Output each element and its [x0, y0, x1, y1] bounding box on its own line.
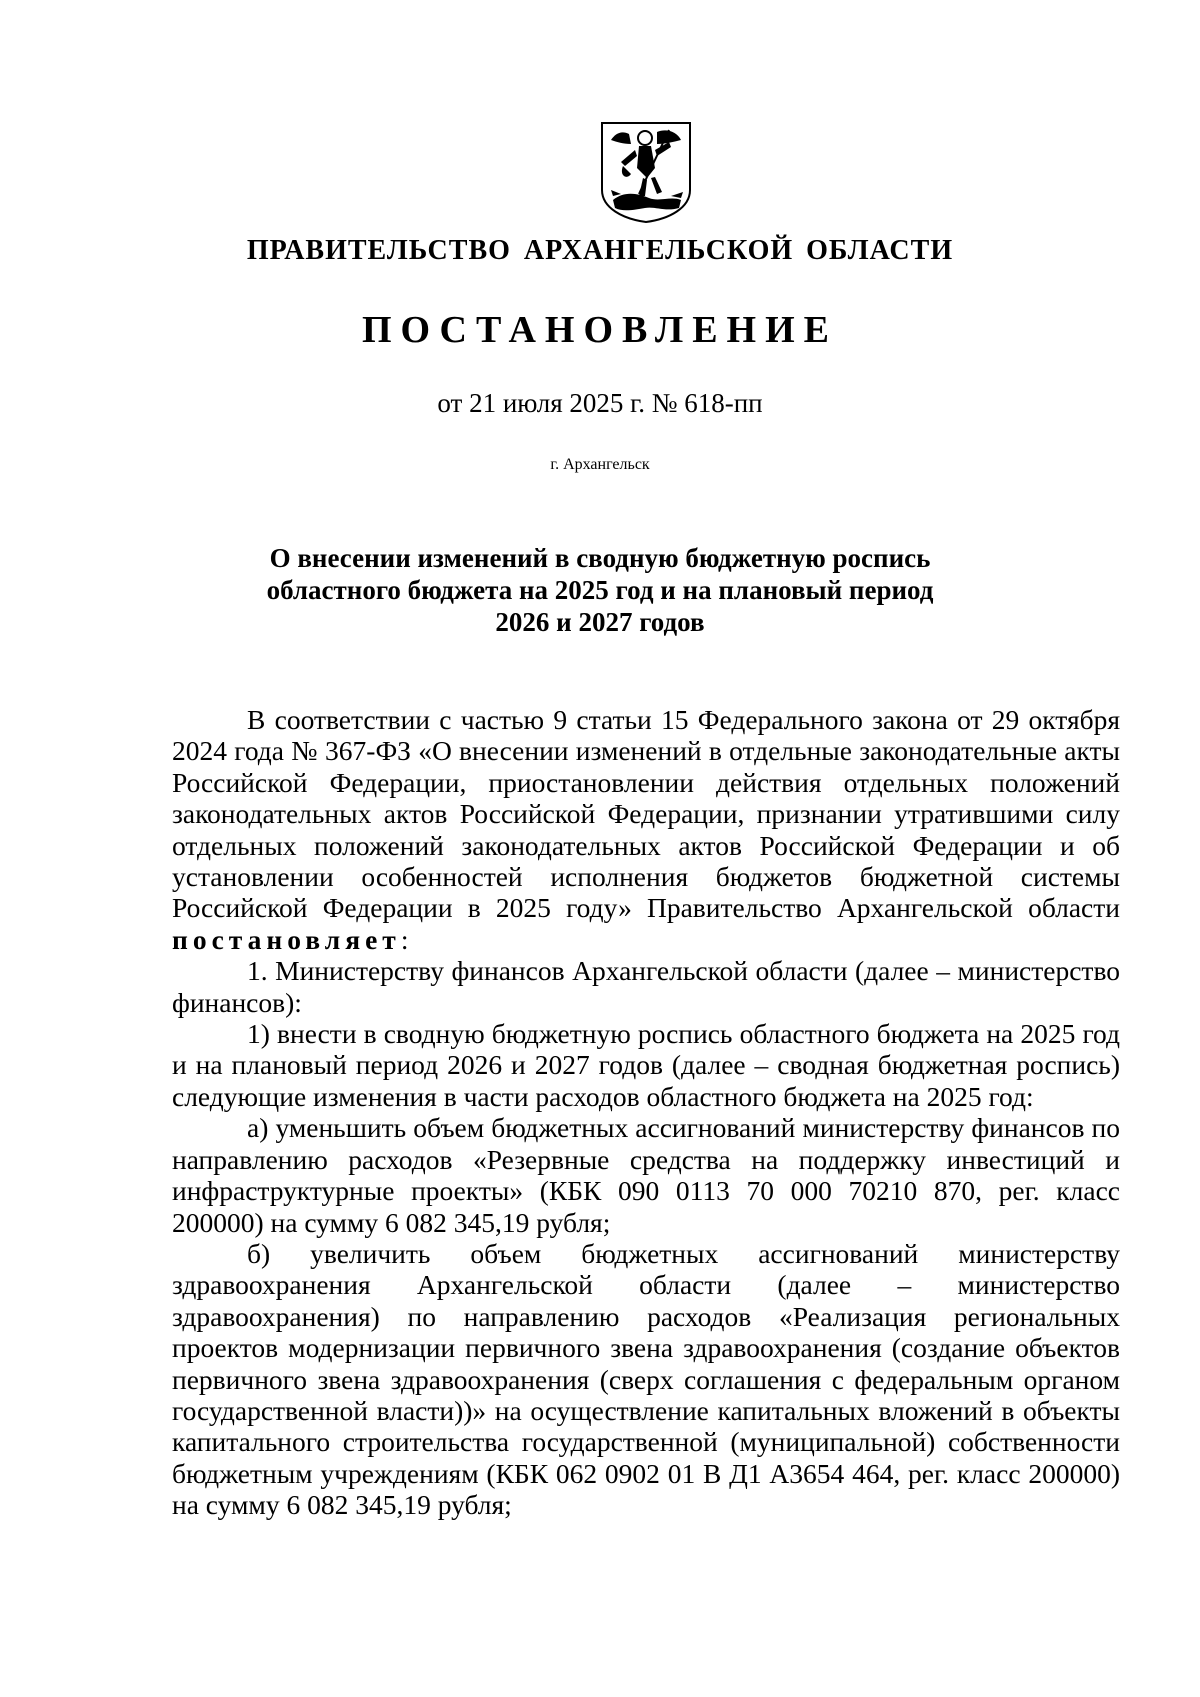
document-title [200, 542, 1000, 638]
coat-of-arms-icon [599, 120, 693, 224]
item-a-paragraph: а) уменьшить объем бюджетных ассигнований министерству финансов по направлению расходов «Резервные средства на поддержку инвестиций и инфраструктурные проекты» (КБК 090 0113 70 000 70210 870, рег. класс 200000) на сумму 6 082 345,19 рубля; [172, 1112, 1120, 1238]
resolves-keyword: постановляет [172, 923, 401, 955]
item-1-paragraph: 1. Министерству финансов Архангельской области (далее – министерство финансов): [172, 955, 1120, 1018]
resolves-colon: : [400, 923, 409, 955]
item-1-1-paragraph: 1) внести в сводную бюджетную роспись областного бюджета на 2025 год и на плановый период 2026 и 2027 годов (далее – сводная бюджетная роспись) следующие изменения в части расходов областного бюджета на 2025 год: [172, 1018, 1120, 1112]
document-type: ПОСТАНОВЛЕНИЕ [361, 309, 839, 351]
document-title-line: О внесении изменений в сводную бюджетную роспись [269, 543, 931, 573]
document-date-number: от 21 июля 2025 г. № 618-пп [437, 388, 763, 418]
item-b-paragraph: б) увеличить объем бюджетных ассигнований министерству здравоохранения Архангельской области (далее – министерство здравоохранения) по направлению расходов «Реализация региональных проектов модернизации первичного звена здравоохранения (создание объектов первичного звена здравоохранения (сверх соглашения с федеральным органом государственной власти))» на осуществление капитальных вложений в объекты капитального строительства государственной (муниципальной) собственности бюджетным учреждениям (КБК 062 0902 01 В Д1 А3654 464, рег. класс 200000) на сумму 6 082 345,19 рубля; [172, 1237, 1120, 1521]
document-title-line: областного бюджета на 2025 год и на плановый период [266, 575, 934, 605]
document-body [172, 704, 1120, 1521]
preamble-paragraph [172, 704, 1120, 955]
preamble-text: В соответствии с частью 9 статьи 15 Федерального закона от 29 октября 2024 года № 367-ФЗ «О внесении изменений в отдельные законодательные акты Российской Федерации, приостановлении действия отдельных положений законодательных актов Российской Федерации, признании утратившими силу отдельных положений законодательных актов Российской Федерации и об установлении особенностей исполнения бюджетов бюджетной системы Российской Федерации в 2025 году» Правительство Архангельской области [172, 704, 1120, 924]
document-title-line: 2026 и 2027 годов [495, 607, 705, 637]
document-city: г. Архангельск [550, 456, 650, 473]
organization-name: ПРАВИТЕЛЬСТВО АРХАНГЕЛЬСКОЙ ОБЛАСТИ [246, 235, 954, 266]
